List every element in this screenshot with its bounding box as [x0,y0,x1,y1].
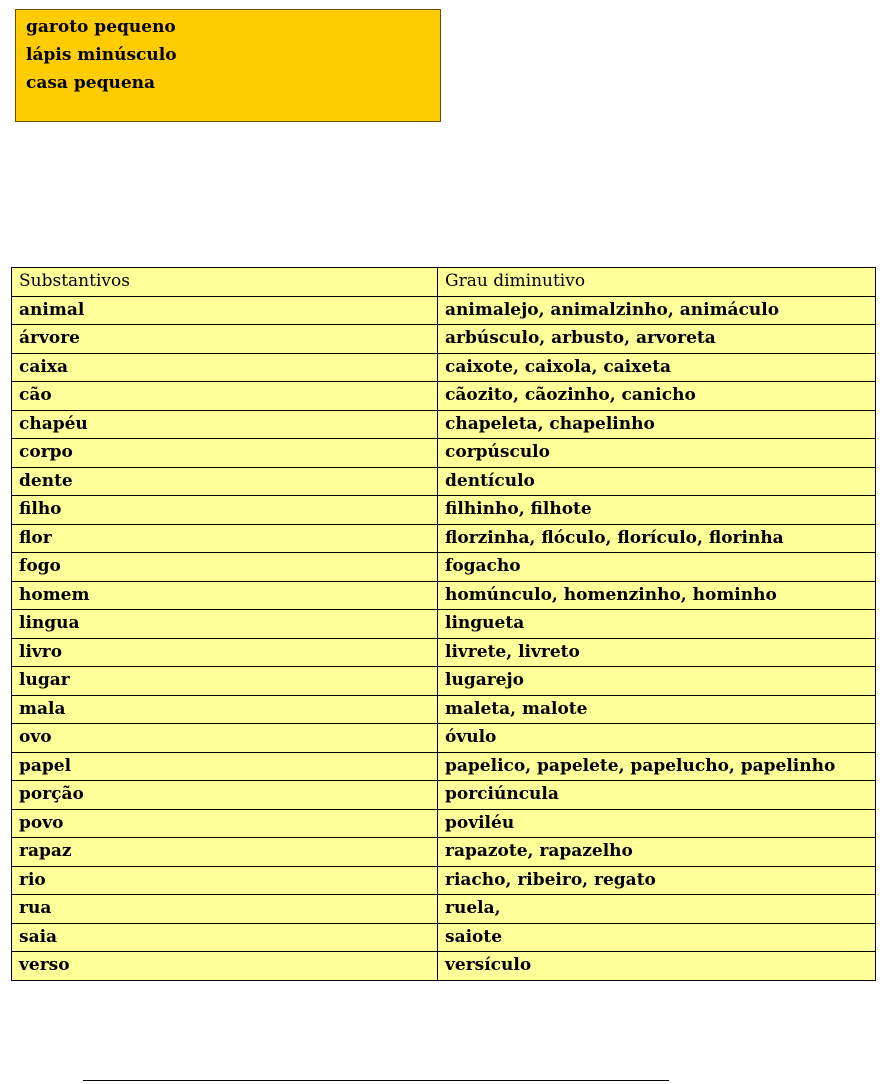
noun-cell: rio [12,866,438,895]
table-row [12,809,876,838]
diminutive-cell: filhinho, filhote [438,496,876,525]
noun-cell: saia [12,923,438,952]
noun-cell: fogo [12,553,438,582]
table-row [12,838,876,867]
table-row [12,866,876,895]
table-row [12,382,876,411]
noun-cell: rapaz [12,838,438,867]
table-row [12,724,876,753]
noun-cell: porção [12,781,438,810]
diminutive-cell: chapeleta, chapelinho [438,410,876,439]
table-row [12,467,876,496]
table-row [12,524,876,553]
header-nouns: Substantivos [12,268,438,297]
diminutive-cell: corpúsculo [438,439,876,468]
table-row [12,296,876,325]
diminutive-cell: ruela, [438,895,876,924]
noun-cell: árvore [12,325,438,354]
example-box [15,9,441,122]
diminutive-cell: óvulo [438,724,876,753]
table-row [12,781,876,810]
noun-cell: homem [12,581,438,610]
table-row [12,581,876,610]
diminutive-cell: saiote [438,923,876,952]
noun-cell: lugar [12,667,438,696]
example-line: casa pequena [26,73,156,93]
noun-cell: livro [12,638,438,667]
diminutive-cell: papelico, papelete, papelucho, papelinho [438,752,876,781]
diminutive-cell: fogacho [438,553,876,582]
table-row [12,410,876,439]
diminutive-cell: maleta, malote [438,695,876,724]
table-row [12,353,876,382]
table-row [12,952,876,981]
noun-cell: caixa [12,353,438,382]
noun-cell: rua [12,895,438,924]
table-body [12,296,876,980]
diminutive-cell: livrete, livreto [438,638,876,667]
table-header-row [12,268,876,297]
noun-cell: cão [12,382,438,411]
noun-cell: animal [12,296,438,325]
diminutive-cell: arbúsculo, arbusto, arvoreta [438,325,876,354]
table-row [12,695,876,724]
table-row [12,325,876,354]
example-line: garoto pequeno [26,17,176,37]
table-row [12,923,876,952]
diminutive-cell: lugarejo [438,667,876,696]
noun-cell: dente [12,467,438,496]
header-diminutive: Grau diminutivo [438,268,876,297]
noun-cell: chapéu [12,410,438,439]
diminutive-table [11,267,876,981]
table-row [12,752,876,781]
noun-cell: verso [12,952,438,981]
diminutive-cell: lingueta [438,610,876,639]
noun-cell: corpo [12,439,438,468]
noun-cell: filho [12,496,438,525]
noun-cell: lingua [12,610,438,639]
diminutive-cell: cãozito, cãozinho, canicho [438,382,876,411]
diminutive-cell: florzinha, flóculo, florículo, florinha [438,524,876,553]
table-row [12,496,876,525]
diminutive-cell: dentículo [438,467,876,496]
diminutive-cell: porciúncula [438,781,876,810]
diminutive-cell: homúnculo, homenzinho, hominho [438,581,876,610]
diminutive-cell: riacho, ribeiro, regato [438,866,876,895]
diminutive-cell: animalejo, animalzinho, animáculo [438,296,876,325]
diminutive-cell: caixote, caixola, caixeta [438,353,876,382]
table-row [12,553,876,582]
noun-cell: mala [12,695,438,724]
table-row [12,895,876,924]
table-row [12,610,876,639]
footer-rule [83,1080,669,1081]
example-line: lápis minúsculo [26,45,177,65]
table-row [12,638,876,667]
noun-cell: flor [12,524,438,553]
diminutive-cell: rapazote, rapazelho [438,838,876,867]
noun-cell: ovo [12,724,438,753]
noun-cell: povo [12,809,438,838]
table-row [12,667,876,696]
table-row [12,439,876,468]
noun-cell: papel [12,752,438,781]
diminutive-cell: versículo [438,952,876,981]
diminutive-cell: poviléu [438,809,876,838]
